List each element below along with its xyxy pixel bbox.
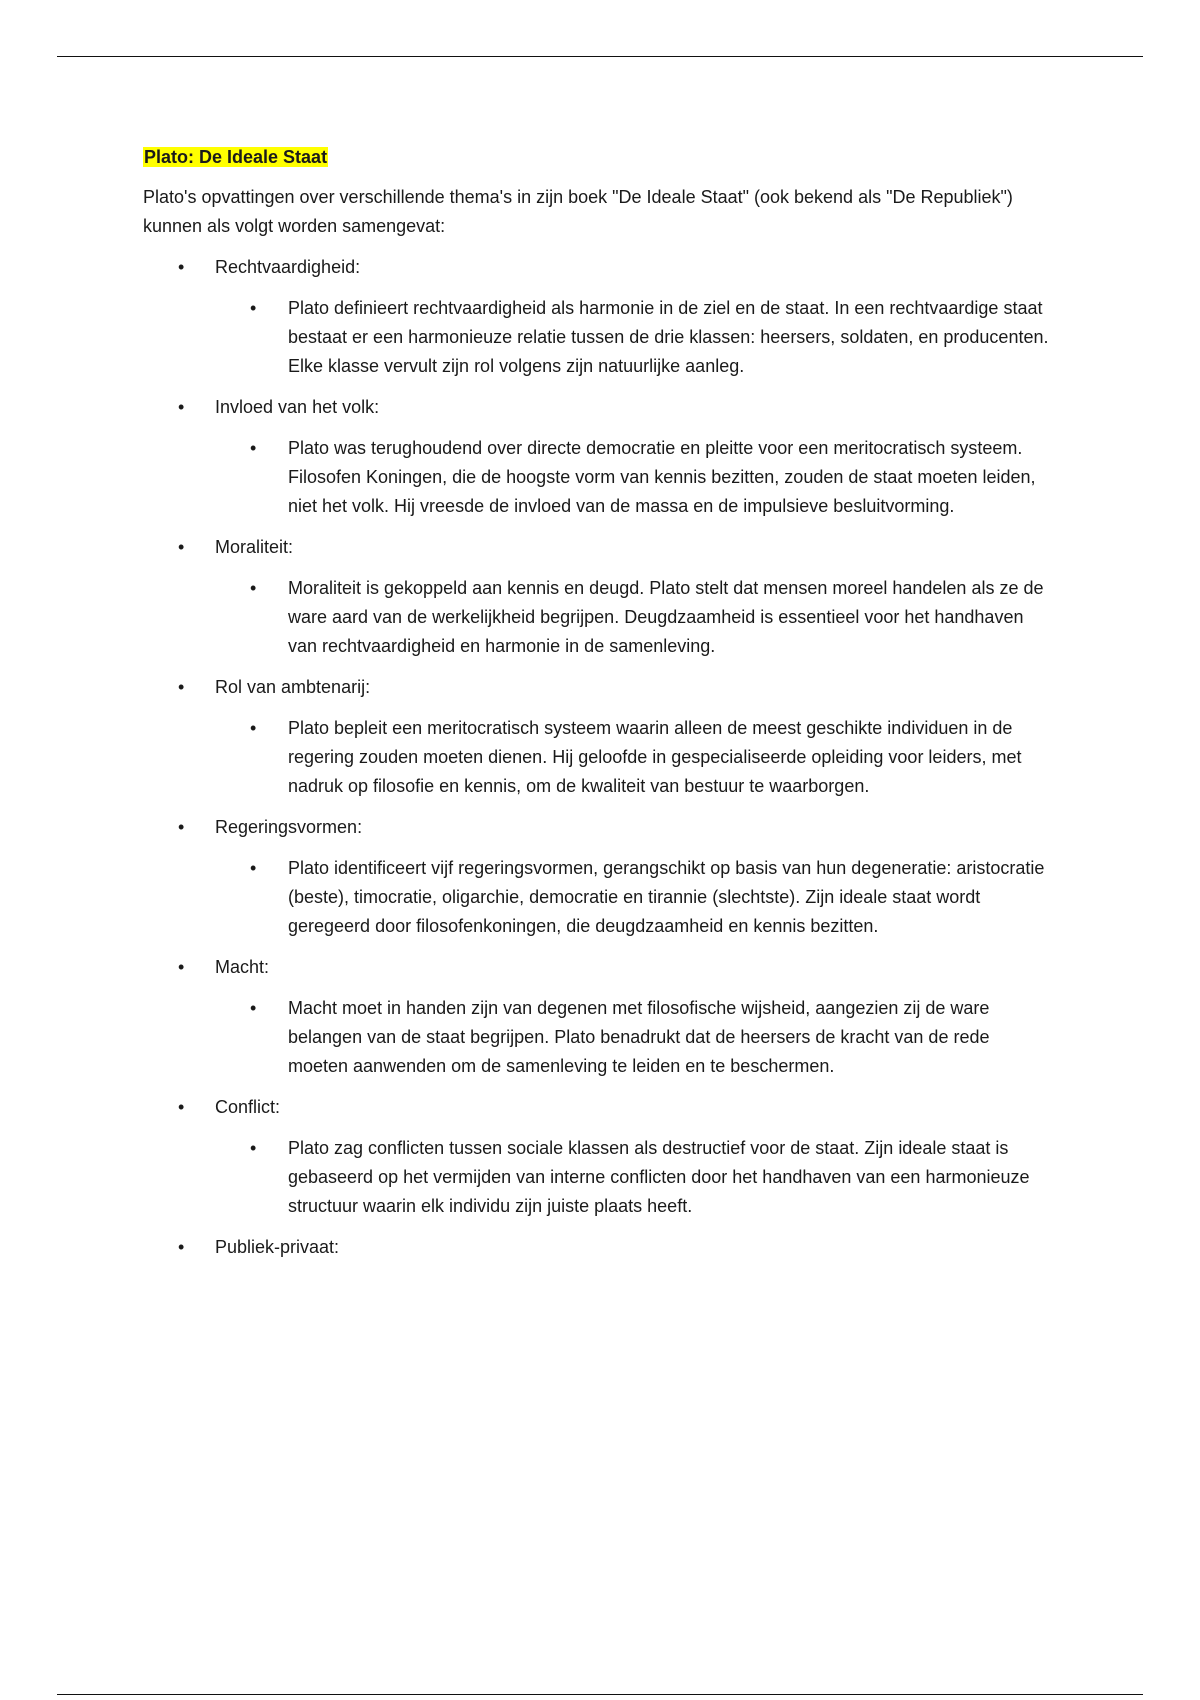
topic-item [143, 673, 1063, 801]
topic-sublist [215, 574, 1063, 661]
document-title [143, 143, 1063, 171]
topic-label: • Moraliteit: [215, 537, 294, 557]
topic-description: • Moraliteit is gekoppeld aan kennis en deugd. Plato stelt dat mensen moreel handelen als ze de ware aard van de werkelijkheid begrijpen. Deugdzaamheid is essentieel voor het handhaven van rechtvaardigheid en harmonie in de samenleving. [215, 574, 1054, 661]
topic-sublist [215, 1134, 1063, 1221]
document-title-text: Plato: De Ideale Staat [144, 147, 328, 167]
topic-description: • Plato identificeert vijf regeringsvormen, gerangschikt op basis van hun degeneratie: aristocratie (beste), timocratie, oligarchie, democratie en tirannie (slechtste). Zijn ideale staat wordt geregeerd door filosofenkoningen, die deugdzaamheid en kennis bezitten. [215, 854, 1054, 941]
topic-item [143, 393, 1063, 521]
topic-item [143, 1093, 1063, 1221]
topic-sublist [215, 854, 1063, 941]
topic-item [143, 253, 1063, 381]
topic-sublist [215, 994, 1063, 1081]
intro-paragraph: Plato's opvattingen over verschillende thema's in zijn boek "De Ideale Staat" (ook bekend als "De Republiek") kunnen als volgt worden samengevat: [143, 187, 1013, 236]
topic-item [143, 953, 1063, 1081]
topic-description: • Plato definieert rechtvaardigheid als harmonie in de ziel en de staat. In een rechtvaardige staat bestaat er een harmonieuze relatie tussen de drie klassen: heersers, soldaten, en producenten. Elke klasse vervult zijn rol volgens zijn natuurlijke aanleg. [215, 294, 1054, 381]
topic-label: • Rol van ambtenarij: [215, 677, 371, 697]
topic-label: • Regeringsvormen: [215, 817, 363, 837]
topic-label: • Macht: [215, 957, 270, 977]
topic-sublist [215, 294, 1063, 381]
topic-sublist [215, 714, 1063, 801]
topic-item [143, 1233, 1063, 1262]
topic-item [143, 533, 1063, 661]
topic-sublist [215, 434, 1063, 521]
page-header-rule [57, 56, 1143, 57]
topic-label: • Invloed van het volk: [215, 397, 380, 417]
topic-label: • Rechtvaardigheid: [215, 257, 361, 277]
topic-description: • Plato bepleit een meritocratisch systeem waarin alleen de meest geschikte individuen in de regering zouden moeten dienen. Hij geloofde in gespecialiseerde opleiding voor leiders, met nadruk op filosofie en kennis, om de kwaliteit van bestuur te waarborgen. [215, 714, 1054, 801]
document-body [143, 143, 1063, 1274]
topic-label: • Publiek-privaat: [215, 1237, 340, 1257]
topic-description: • Plato was terughoudend over directe democratie en pleitte voor een meritocratisch systeem. Filosofen Koningen, die de hoogste vorm van kennis bezitten, zouden de staat moeten leiden, niet het volk. Hij vreesde de invloed van de massa en de impulsieve besluitvorming. [215, 434, 1054, 521]
topic-description: • Macht moet in handen zijn van degenen met filosofische wijsheid, aangezien zij de ware belangen van de staat begrijpen. Plato benadrukt dat de heersers de kracht van de rede moeten aanwenden om de samenleving te leiden en te beschermen. [215, 994, 1054, 1081]
topic-list [143, 253, 1063, 1262]
page-footer-rule [57, 1694, 1143, 1695]
topic-description: • Plato zag conflicten tussen sociale klassen als destructief voor de staat. Zijn ideale staat is gebaseerd op het vermijden van interne conflicten door het handhaven van een harmonieuze structuur waarin elk individu zijn juiste plaats heeft. [215, 1134, 1054, 1221]
topic-item [143, 813, 1063, 941]
topic-label: • Conflict: [215, 1097, 281, 1117]
